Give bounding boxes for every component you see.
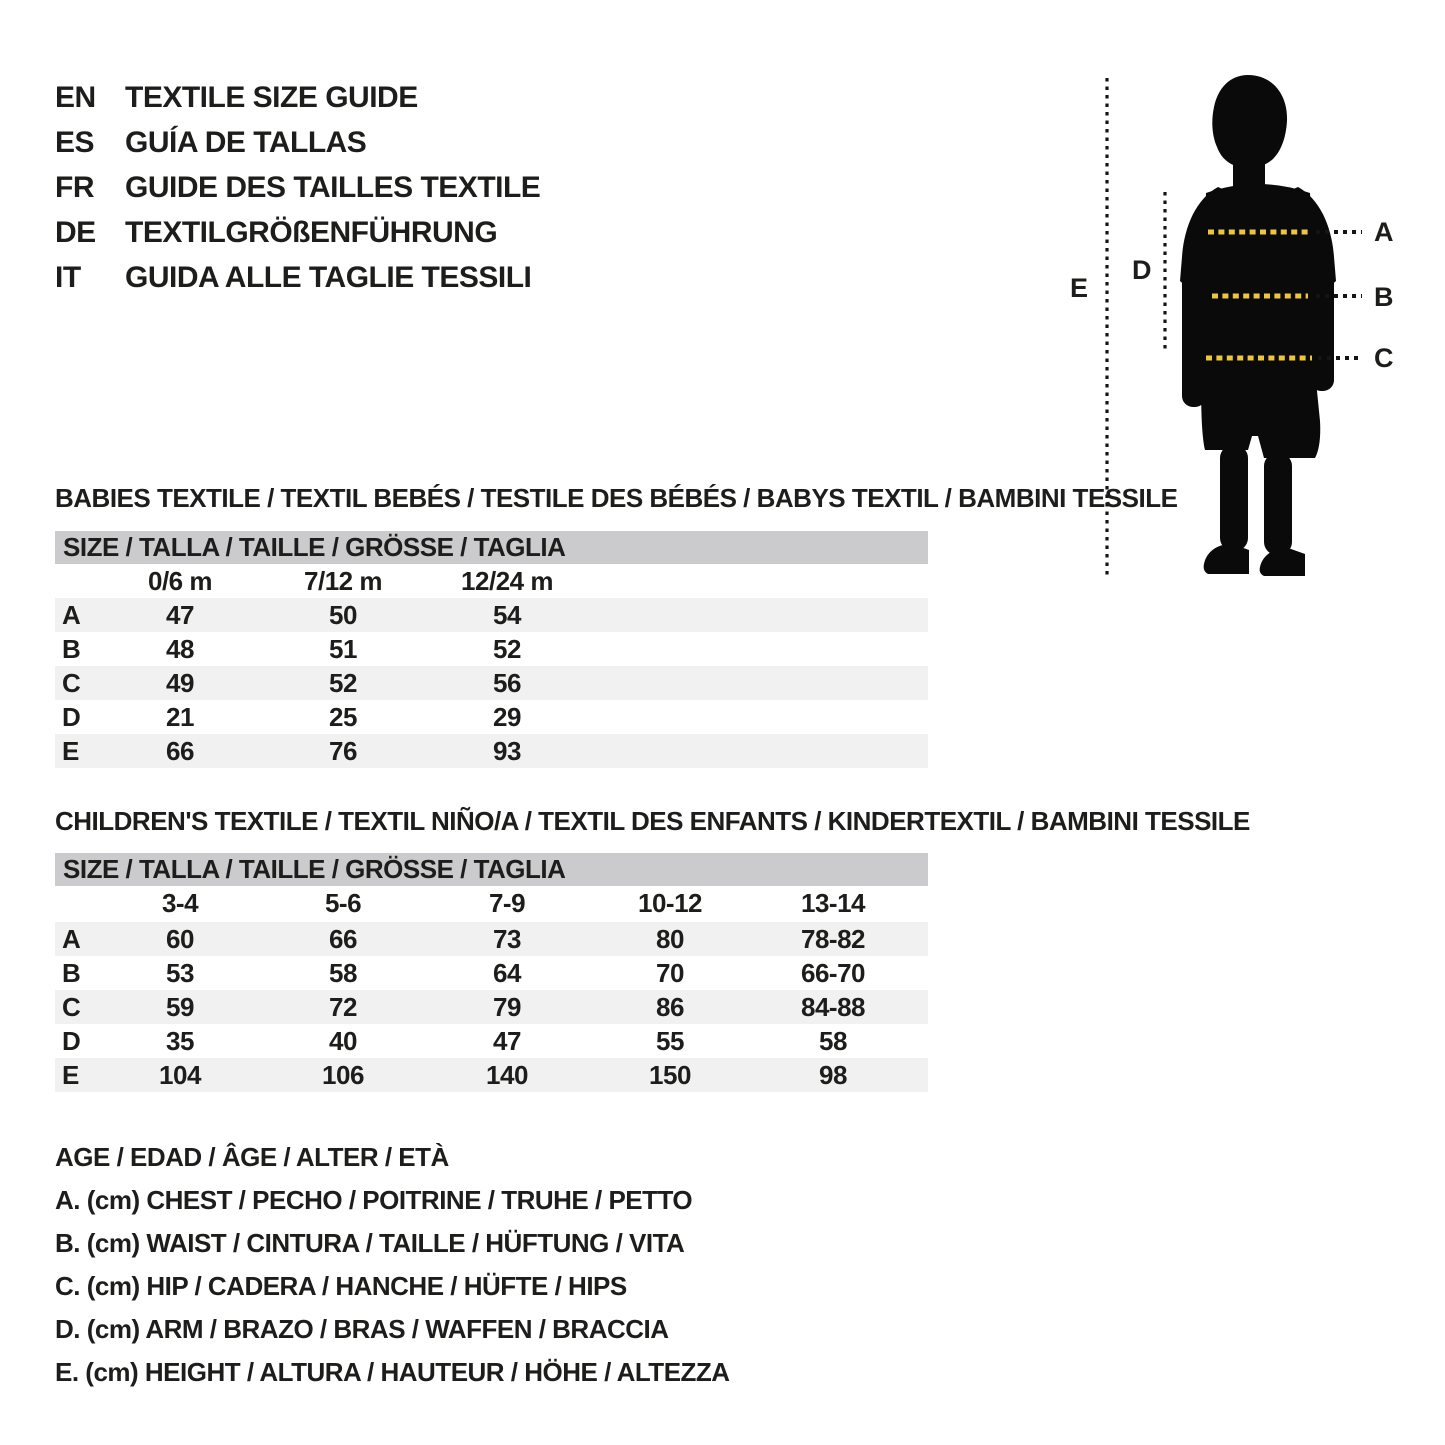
babies-row-D — [55, 700, 928, 734]
table-cell: 47 — [493, 1025, 521, 1056]
children-size-header-label: SIZE / TALLA / TAILLE / GRÖSSE / TAGLIA — [63, 854, 566, 884]
table-cell: 21 — [166, 701, 194, 732]
table-cell: 51 — [329, 633, 357, 664]
table-cell: 47 — [166, 599, 194, 630]
lang-row-en — [55, 75, 540, 120]
table-cell: 104 — [159, 1059, 201, 1090]
figure-label-A: A — [1374, 217, 1393, 247]
title-fr: GUIDE DES TAILLES TEXTILE — [125, 170, 541, 204]
legend-chest: A. (cm) CHEST / PECHO / POITRINE / TRUHE / PETTO — [55, 1185, 693, 1215]
children-row-C-label: C — [62, 991, 81, 1022]
lang-code-it: IT — [55, 260, 81, 294]
table-cell: 66 — [329, 923, 357, 954]
babies-row-C — [55, 666, 928, 700]
lang-code-de: DE — [55, 215, 96, 249]
children-col-7-9: 7-9 — [488, 887, 526, 918]
table-cell: 66 — [166, 735, 194, 766]
legend-hip: C. (cm) HIP / CADERA / HANCHE / HÜFTE / HIPS — [55, 1271, 627, 1301]
table-cell: 140 — [486, 1059, 528, 1090]
table-cell: 150 — [649, 1059, 691, 1090]
children-col-10-12: 10-12 — [638, 887, 702, 918]
table-cell: 54 — [493, 599, 521, 630]
title-it: GUIDA ALLE TAGLIE TESSILI — [125, 260, 532, 294]
table-cell: 86 — [656, 991, 684, 1022]
babies-row-A — [55, 598, 928, 632]
children-col-3-4: 3-4 — [161, 887, 199, 918]
children-row-A-label: A — [62, 923, 81, 954]
measurement-legend — [55, 1136, 730, 1394]
table-cell: 78-82 — [801, 923, 865, 954]
table-cell: 50 — [329, 599, 357, 630]
lang-code-es: ES — [55, 125, 95, 159]
children-row-D — [55, 1024, 928, 1058]
babies-section-title: BABIES TEXTILE / TEXTIL BEBÉS / TESTILE DES BÉBÉS / BABYS TEXTIL / BAMBINI TESSILE — [55, 483, 1178, 513]
lang-row-fr — [55, 165, 540, 210]
legend-arm: D. (cm) ARM / BRAZO / BRAS / WAFFEN / BRACCIA — [55, 1314, 669, 1344]
babies-size-header-label: SIZE / TALLA / TAILLE / GRÖSSE / TAGLIA — [63, 532, 566, 562]
children-row-C — [55, 990, 928, 1024]
legend-age: AGE / EDAD / ÂGE / ALTER / ETÀ — [55, 1142, 449, 1172]
lang-code-fr: FR — [55, 170, 94, 204]
table-cell: 53 — [166, 957, 194, 988]
title-en: TEXTILE SIZE GUIDE — [125, 80, 418, 114]
table-cell: 52 — [329, 667, 357, 698]
children-size-header-bar — [55, 853, 928, 886]
child-silhouette — [1180, 75, 1336, 576]
title-es: GUÍA DE TALLAS — [125, 125, 367, 159]
children-row-E — [55, 1058, 928, 1092]
children-section-title: CHILDREN'S TEXTILE / TEXTIL NIÑO/A / TEXTIL DES ENFANTS / KINDERTEXTIL / BAMBINI TESSILE — [55, 806, 1250, 836]
babies-column-header-row — [55, 564, 928, 598]
babies-size-header-bar — [55, 531, 928, 564]
table-cell: 25 — [329, 701, 357, 732]
table-cell: 64 — [493, 957, 521, 988]
lang-row-it — [55, 255, 540, 300]
table-cell: 79 — [493, 991, 521, 1022]
table-cell: 56 — [493, 667, 521, 698]
table-cell: 106 — [322, 1059, 364, 1090]
babies-row-B-label: B — [62, 633, 81, 664]
children-column-header-row — [55, 886, 928, 920]
table-cell: 52 — [493, 633, 521, 664]
child-silhouette-figure — [1100, 60, 1445, 600]
language-header — [55, 75, 540, 300]
table-cell: 49 — [166, 667, 194, 698]
babies-row-D-label: D — [62, 701, 81, 732]
table-cell: 35 — [166, 1025, 194, 1056]
babies-col-12-24m: 12/24 m — [461, 565, 553, 596]
lang-code-en: EN — [55, 80, 96, 114]
table-cell: 93 — [493, 735, 521, 766]
table-cell: 58 — [329, 957, 357, 988]
babies-row-B — [55, 632, 928, 666]
children-row-B — [55, 956, 928, 990]
table-cell: 84-88 — [801, 991, 865, 1022]
table-cell: 73 — [493, 923, 521, 954]
lang-row-es — [55, 120, 540, 165]
table-cell: 80 — [656, 923, 684, 954]
table-cell: 48 — [166, 633, 194, 664]
table-cell: 55 — [656, 1025, 684, 1056]
legend-waist: B. (cm) WAIST / CINTURA / TAILLE / HÜFTUNG / VITA — [55, 1228, 685, 1258]
babies-row-C-label: C — [62, 667, 81, 698]
lang-row-de — [55, 210, 540, 255]
table-cell: 66-70 — [801, 957, 865, 988]
title-de: TEXTILGRÖßENFÜHRUNG — [125, 215, 498, 249]
children-col-5-6: 5-6 — [324, 887, 362, 918]
children-row-D-label: D — [62, 1025, 81, 1056]
figure-label-C: C — [1374, 343, 1393, 373]
table-cell: 70 — [656, 957, 684, 988]
legend-height: E. (cm) HEIGHT / ALTURA / HAUTEUR / HÖHE / ALTEZZA — [55, 1357, 730, 1387]
babies-row-E-label: E — [62, 735, 79, 766]
babies-col-7-12m: 7/12 m — [304, 565, 382, 596]
children-row-A — [55, 922, 928, 956]
babies-row-A-label: A — [62, 599, 81, 630]
table-cell: 60 — [166, 923, 194, 954]
table-cell: 40 — [329, 1025, 357, 1056]
children-row-E-label: E — [62, 1059, 79, 1090]
babies-col-0-6m: 0/6 m — [148, 565, 212, 596]
table-cell: 72 — [329, 991, 357, 1022]
table-cell: 58 — [819, 1025, 847, 1056]
figure-label-D: D — [1132, 255, 1151, 285]
table-cell: 29 — [493, 701, 521, 732]
table-cell: 76 — [329, 735, 357, 766]
figure-label-E: E — [1070, 273, 1088, 303]
babies-row-E — [55, 734, 928, 768]
table-cell: 59 — [166, 991, 194, 1022]
children-row-B-label: B — [62, 957, 81, 988]
table-cell: 98 — [819, 1059, 847, 1090]
figure-label-B: B — [1374, 282, 1393, 312]
children-col-13-14: 13-14 — [801, 887, 865, 918]
